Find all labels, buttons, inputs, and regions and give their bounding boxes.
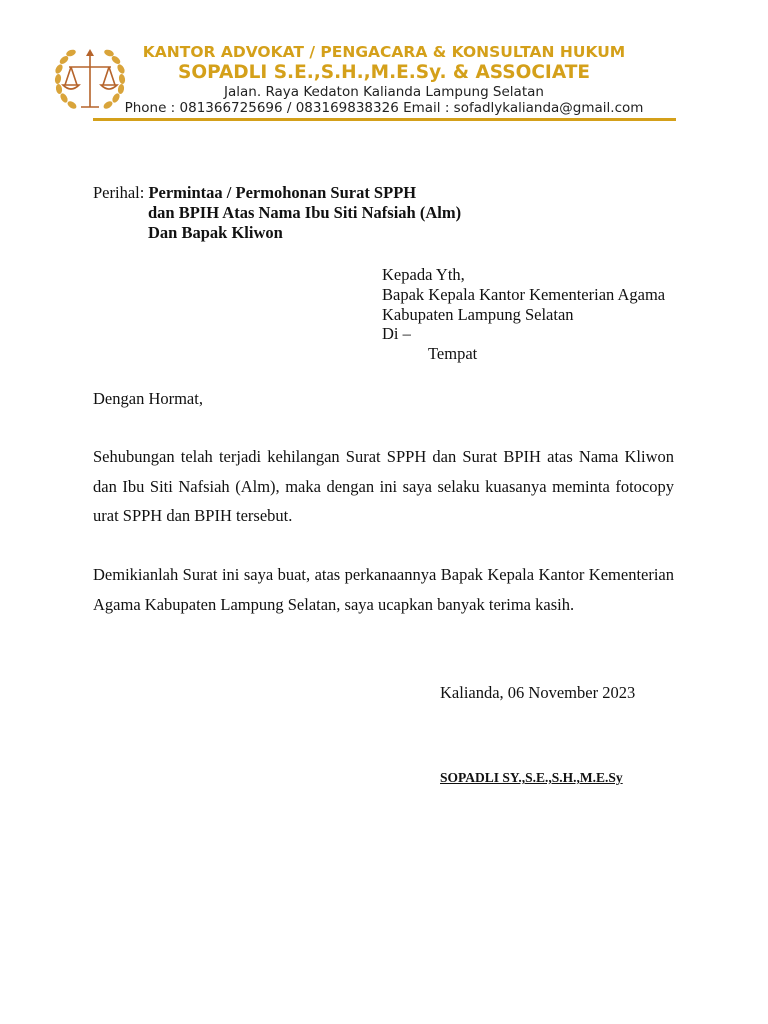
subject-line-3: Dan Bapak Kliwon [148, 223, 283, 242]
firm-name: SOPADLI S.E.,S.H.,M.E.Sy. & ASSOCIATE [178, 62, 590, 83]
subject-block [93, 183, 416, 203]
firm-contact: Phone : 081366725696 / 083169838326 Email : sofadlykalianda@gmail.com [124, 100, 644, 116]
recipient-line-3: Kabupaten Lampung Selatan [382, 305, 574, 324]
place-date: Kalianda, 06 November 2023 [440, 683, 636, 702]
subject-line-1: Permintaa / Permohonan Surat SPPH [148, 183, 417, 202]
signatory-name: SOPADLI SY.,S.E.,S.H.,M.E.Sy [440, 770, 623, 785]
recipient-line-5: Tempat [428, 344, 478, 363]
recipient-line-1: Kepada Yth, [382, 265, 465, 284]
body-paragraph-1: Sehubungan telah terjadi kehilangan Surat SPPH dan Surat BPIH atas Nama Kliwon dan Ibu Siti Nafsiah (Alm), maka dengan ini saya selaku kuasanya meminta fotocopy urat SPPH dan BPIH tersebut. [93, 447, 674, 525]
letterhead-divider [93, 118, 676, 121]
greeting: Dengan Hormat, [93, 389, 203, 408]
office-title: KANTOR ADVOKAT / PENGACARA & KONSULTAN HUKUM [142, 43, 626, 61]
firm-address: Jalan. Raya Kedaton Kalianda Lampung Selatan [224, 84, 544, 100]
body-paragraph-2: Demikianlah Surat ini saya buat, atas perkanaannya Bapak Kepala Kantor Kementerian Agama Kabupaten Lampung Selatan, saya ucapkan banyak terima kasih. [93, 565, 674, 614]
subject-line-2: dan BPIH Atas Nama Ibu Siti Nafsiah (Alm) [148, 203, 462, 222]
subject-label: Perihal: [93, 183, 145, 202]
recipient-line-2: Bapak Kepala Kantor Kementerian Agama [382, 285, 666, 304]
recipient-line-4: Di – [382, 324, 411, 343]
